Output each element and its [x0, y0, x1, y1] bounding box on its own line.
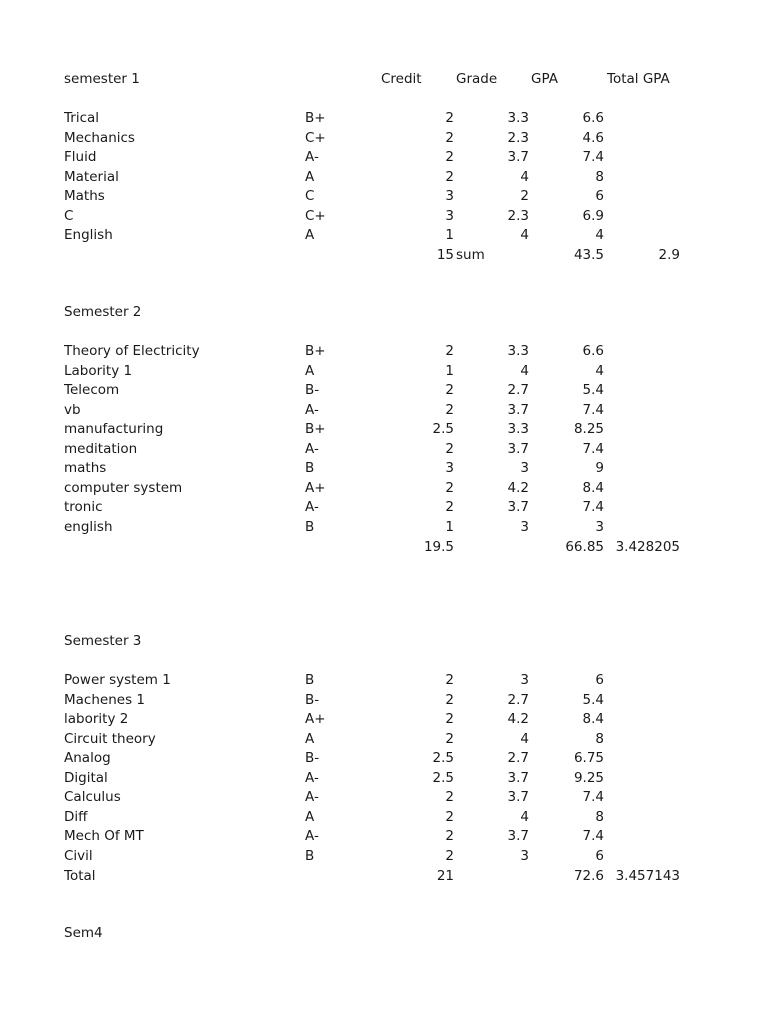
credit-value: 2	[445, 110, 454, 126]
credit-value: 2	[445, 731, 454, 747]
points-value: 7.4	[582, 402, 604, 418]
gpa-value: 3.7	[507, 770, 529, 786]
points-value: 6	[595, 672, 604, 688]
semester-gpa: 3.457143	[615, 868, 680, 884]
semester-title: Semester 2	[64, 304, 142, 320]
credit-value: 2	[445, 672, 454, 688]
letter-grade: C+	[305, 208, 326, 224]
gpa-value: 3	[520, 460, 529, 476]
credit-value: 2	[445, 809, 454, 825]
course-name: Theory of Electricity	[64, 343, 200, 359]
letter-grade: A-	[305, 149, 319, 165]
semester-title: Semester 3	[64, 633, 142, 649]
points-value: 8.4	[582, 711, 604, 727]
points-value: 8	[595, 169, 604, 185]
course-name: Labority 1	[64, 363, 133, 379]
credit-value: 2	[445, 343, 454, 359]
course-name: Mech Of MT	[64, 828, 144, 844]
credit-value: 2	[445, 130, 454, 146]
course-name: Diff	[64, 809, 88, 825]
points-value: 6.6	[582, 343, 604, 359]
course-name: vb	[64, 402, 81, 418]
total-credits: 19.5	[423, 539, 454, 555]
course-name: Power system 1	[64, 672, 171, 688]
points-value: 5.4	[582, 692, 604, 708]
points-value: 3	[595, 519, 604, 535]
gpa-value: 3.7	[507, 441, 529, 457]
credit-value: 2	[445, 441, 454, 457]
credit-value: 2	[445, 149, 454, 165]
points-value: 6	[595, 848, 604, 864]
total-points: 72.6	[573, 868, 604, 884]
credit-value: 3	[445, 188, 454, 204]
gpa-value: 3.7	[507, 828, 529, 844]
letter-grade: A+	[305, 480, 326, 496]
points-value: 5.4	[582, 382, 604, 398]
gpa-value: 4	[520, 169, 529, 185]
letter-grade: B-	[305, 692, 320, 708]
gpa-value: 3.7	[507, 402, 529, 418]
header-gpa: GPA	[531, 71, 558, 87]
gpa-value: 3	[520, 848, 529, 864]
credit-value: 3	[445, 208, 454, 224]
course-name: Fluid	[64, 149, 97, 165]
summary-label: Total	[64, 868, 96, 884]
points-value: 4.6	[582, 130, 604, 146]
gpa-value: 4	[520, 363, 529, 379]
points-value: 9	[595, 460, 604, 476]
points-value: 7.4	[582, 441, 604, 457]
credit-value: 2	[445, 828, 454, 844]
gpa-value: 4	[520, 809, 529, 825]
total-points: 43.5	[573, 247, 604, 263]
points-value: 6.9	[582, 208, 604, 224]
gpa-value: 3.7	[507, 499, 529, 515]
points-value: 8	[595, 731, 604, 747]
points-value: 7.4	[582, 499, 604, 515]
letter-grade: A-	[305, 499, 319, 515]
course-name: Circuit theory	[64, 731, 156, 747]
letter-grade: A-	[305, 441, 319, 457]
course-name: tronic	[64, 499, 103, 515]
course-name: english	[64, 519, 113, 535]
course-name: Analog	[64, 750, 111, 766]
header-grade: Grade	[456, 71, 498, 87]
letter-grade: B	[305, 672, 315, 688]
letter-grade: B+	[305, 110, 326, 126]
total-credits: 15	[436, 247, 454, 263]
gpa-value: 2.3	[507, 130, 529, 146]
gpa-value: 3	[520, 519, 529, 535]
letter-grade: A-	[305, 770, 319, 786]
course-name: computer system	[64, 480, 183, 496]
gpa-value: 3.3	[507, 421, 529, 437]
letter-grade: A	[305, 809, 315, 825]
credit-value: 2.5	[432, 421, 454, 437]
letter-grade: B-	[305, 750, 320, 766]
credit-value: 1	[445, 227, 454, 243]
points-value: 8	[595, 809, 604, 825]
letter-grade: B	[305, 848, 315, 864]
letter-grade: C	[305, 188, 315, 204]
sum-label: sum	[456, 247, 485, 263]
letter-grade: A-	[305, 828, 319, 844]
gpa-value: 2.3	[507, 208, 529, 224]
course-name: Calculus	[64, 789, 121, 805]
semester-gpa: 2.9	[658, 247, 680, 263]
gpa-value: 4	[520, 731, 529, 747]
gpa-value: 4.2	[507, 711, 529, 727]
total-points: 66.85	[565, 539, 604, 555]
gpa-value: 4	[520, 227, 529, 243]
course-name: Telecom	[64, 382, 120, 398]
course-name: meditation	[64, 441, 138, 457]
letter-grade: A-	[305, 789, 319, 805]
course-name: manufacturing	[64, 421, 164, 437]
course-name: Trical	[64, 110, 100, 126]
credit-value: 2	[445, 692, 454, 708]
course-name: Machenes 1	[64, 692, 145, 708]
total-credits: 21	[436, 868, 454, 884]
letter-grade: A	[305, 227, 315, 243]
points-value: 7.4	[582, 149, 604, 165]
gpa-value: 3.7	[507, 789, 529, 805]
credit-value: 2	[445, 480, 454, 496]
letter-grade: A+	[305, 711, 326, 727]
credit-value: 2.5	[432, 770, 454, 786]
course-name: Maths	[64, 188, 105, 204]
letter-grade: C+	[305, 130, 326, 146]
course-name: English	[64, 227, 113, 243]
points-value: 6.6	[582, 110, 604, 126]
gpa-value: 2.7	[507, 750, 529, 766]
points-value: 4	[595, 227, 604, 243]
points-value: 7.4	[582, 789, 604, 805]
gpa-value: 3.3	[507, 343, 529, 359]
letter-grade: B	[305, 519, 315, 535]
points-value: 4	[595, 363, 604, 379]
credit-value: 2.5	[432, 750, 454, 766]
letter-grade: A-	[305, 402, 319, 418]
gpa-value: 2.7	[507, 692, 529, 708]
credit-value: 1	[445, 519, 454, 535]
credit-value: 2	[445, 382, 454, 398]
course-name: Mechanics	[64, 130, 135, 146]
credit-value: 2	[445, 169, 454, 185]
letter-grade: A	[305, 731, 315, 747]
course-name: maths	[64, 460, 107, 476]
points-value: 8.4	[582, 480, 604, 496]
points-value: 7.4	[582, 828, 604, 844]
semester-gpa: 3.428205	[615, 539, 680, 555]
semester-title: semester 1	[64, 71, 140, 87]
gpa-value: 2.7	[507, 382, 529, 398]
points-value: 9.25	[573, 770, 604, 786]
letter-grade: A	[305, 169, 315, 185]
gpa-value: 3	[520, 672, 529, 688]
letter-grade: A	[305, 363, 315, 379]
letter-grade: B	[305, 460, 315, 476]
course-name: Civil	[64, 848, 93, 864]
gpa-value: 4.2	[507, 480, 529, 496]
credit-value: 2	[445, 402, 454, 418]
points-value: 6.75	[573, 750, 604, 766]
letter-grade: B+	[305, 421, 326, 437]
header-credit: Credit	[381, 71, 422, 87]
credit-value: 2	[445, 499, 454, 515]
credit-value: 1	[445, 363, 454, 379]
points-value: 8.25	[573, 421, 604, 437]
credit-value: 2	[445, 848, 454, 864]
credit-value: 2	[445, 711, 454, 727]
gpa-value: 2	[520, 188, 529, 204]
semester-title: Sem4	[64, 925, 103, 941]
course-name: Digital	[64, 770, 108, 786]
gpa-value: 3.7	[507, 149, 529, 165]
gpa-value: 3.3	[507, 110, 529, 126]
letter-grade: B+	[305, 343, 326, 359]
course-name: labority 2	[64, 711, 129, 727]
course-name: C	[64, 208, 74, 224]
credit-value: 2	[445, 789, 454, 805]
letter-grade: B-	[305, 382, 320, 398]
course-name: Material	[64, 169, 119, 185]
credit-value: 3	[445, 460, 454, 476]
header-total-gpa: Total GPA	[607, 71, 670, 87]
points-value: 6	[595, 188, 604, 204]
